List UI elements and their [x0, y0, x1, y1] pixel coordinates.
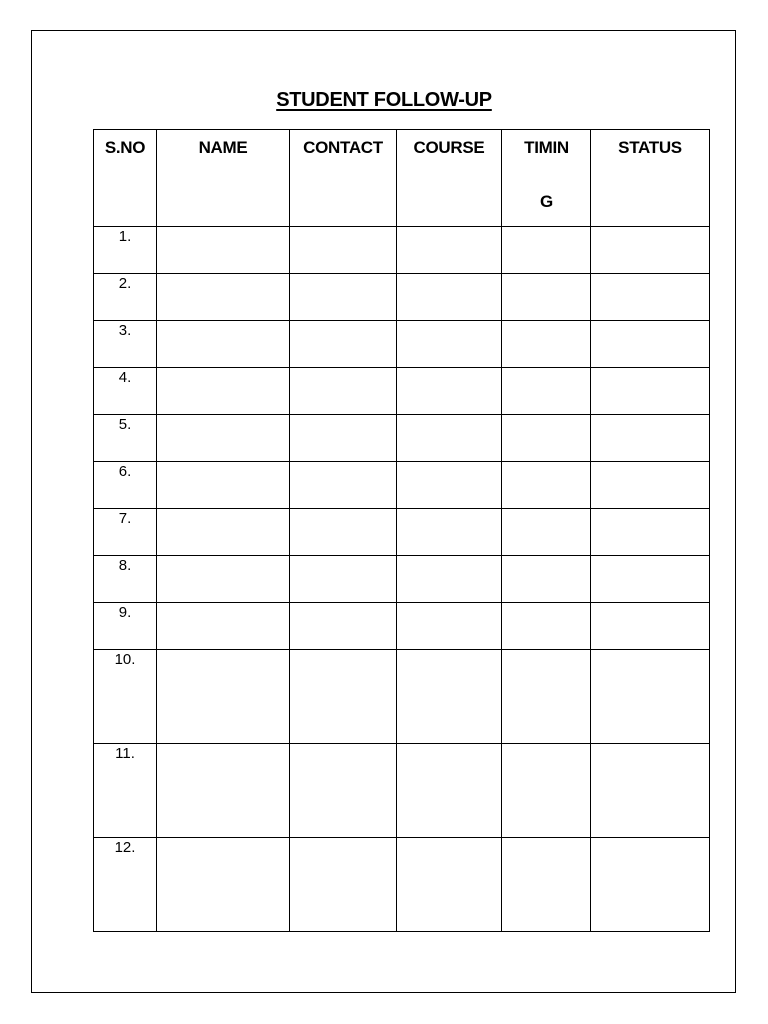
cell-name — [157, 556, 290, 603]
cell-name — [157, 274, 290, 321]
table-row — [94, 744, 710, 838]
table-row — [94, 227, 710, 274]
cell-timing — [502, 462, 591, 509]
cell-contact — [290, 462, 397, 509]
table-header-row — [94, 130, 710, 227]
cell-contact — [290, 415, 397, 462]
cell-status — [591, 744, 710, 838]
cell-name — [157, 603, 290, 650]
cell-status — [591, 462, 710, 509]
cell-name — [157, 650, 290, 744]
cell-sno: 8. — [94, 556, 157, 603]
cell-course — [397, 274, 502, 321]
cell-name — [157, 509, 290, 556]
cell-status — [591, 556, 710, 603]
cell-course — [397, 650, 502, 744]
cell-name — [157, 321, 290, 368]
cell-timing — [502, 368, 591, 415]
cell-contact — [290, 650, 397, 744]
cell-status — [591, 838, 710, 932]
table-row — [94, 462, 710, 509]
cell-course — [397, 227, 502, 274]
cell-status — [591, 415, 710, 462]
student-follow-up-table — [93, 129, 710, 932]
table-row — [94, 509, 710, 556]
cell-status — [591, 368, 710, 415]
table-row — [94, 650, 710, 744]
cell-sno: 10. — [94, 650, 157, 744]
cell-sno: 12. — [94, 838, 157, 932]
column-header-name: NAME — [157, 130, 290, 227]
cell-sno: 5. — [94, 415, 157, 462]
cell-name — [157, 227, 290, 274]
cell-contact — [290, 744, 397, 838]
cell-status — [591, 603, 710, 650]
cell-status — [591, 274, 710, 321]
cell-timing — [502, 603, 591, 650]
table-body — [94, 227, 710, 932]
cell-status — [591, 509, 710, 556]
cell-contact — [290, 274, 397, 321]
cell-course — [397, 509, 502, 556]
cell-contact — [290, 368, 397, 415]
document-title-text: STUDENT FOLLOW-UP — [276, 89, 492, 111]
cell-sno: 2. — [94, 274, 157, 321]
cell-status — [591, 227, 710, 274]
cell-contact — [290, 556, 397, 603]
cell-course — [397, 603, 502, 650]
cell-contact — [290, 227, 397, 274]
cell-timing — [502, 227, 591, 274]
cell-course — [397, 744, 502, 838]
cell-course — [397, 415, 502, 462]
cell-status — [591, 650, 710, 744]
cell-contact — [290, 838, 397, 932]
cell-sno: 9. — [94, 603, 157, 650]
cell-name — [157, 415, 290, 462]
table-row — [94, 838, 710, 932]
cell-name — [157, 462, 290, 509]
cell-timing — [502, 415, 591, 462]
cell-timing — [502, 556, 591, 603]
table-row — [94, 321, 710, 368]
column-header-course: COURSE — [397, 130, 502, 227]
cell-timing — [502, 274, 591, 321]
cell-contact — [290, 321, 397, 368]
cell-timing — [502, 838, 591, 932]
column-header-timing-line2: G — [540, 192, 553, 211]
cell-sno: 11. — [94, 744, 157, 838]
table-row — [94, 368, 710, 415]
cell-course — [397, 368, 502, 415]
cell-sno: 6. — [94, 462, 157, 509]
column-header-sno: S.NO — [94, 130, 157, 227]
column-header-contact: CONTACT — [290, 130, 397, 227]
table-row — [94, 556, 710, 603]
cell-contact — [290, 603, 397, 650]
cell-sno: 1. — [94, 227, 157, 274]
document-title — [0, 89, 768, 112]
cell-sno: 7. — [94, 509, 157, 556]
cell-course — [397, 321, 502, 368]
cell-name — [157, 744, 290, 838]
cell-timing — [502, 509, 591, 556]
cell-contact — [290, 509, 397, 556]
cell-course — [397, 556, 502, 603]
cell-timing — [502, 321, 591, 368]
cell-sno: 3. — [94, 321, 157, 368]
cell-course — [397, 462, 502, 509]
table-row — [94, 274, 710, 321]
table-row — [94, 603, 710, 650]
column-header-timing — [502, 130, 591, 227]
cell-timing — [502, 650, 591, 744]
cell-status — [591, 321, 710, 368]
table-row — [94, 415, 710, 462]
cell-name — [157, 368, 290, 415]
cell-name — [157, 838, 290, 932]
cell-course — [397, 838, 502, 932]
cell-sno: 4. — [94, 368, 157, 415]
column-header-timing-line1: TIMIN — [524, 138, 569, 157]
cell-timing — [502, 744, 591, 838]
column-header-status: STATUS — [591, 130, 710, 227]
